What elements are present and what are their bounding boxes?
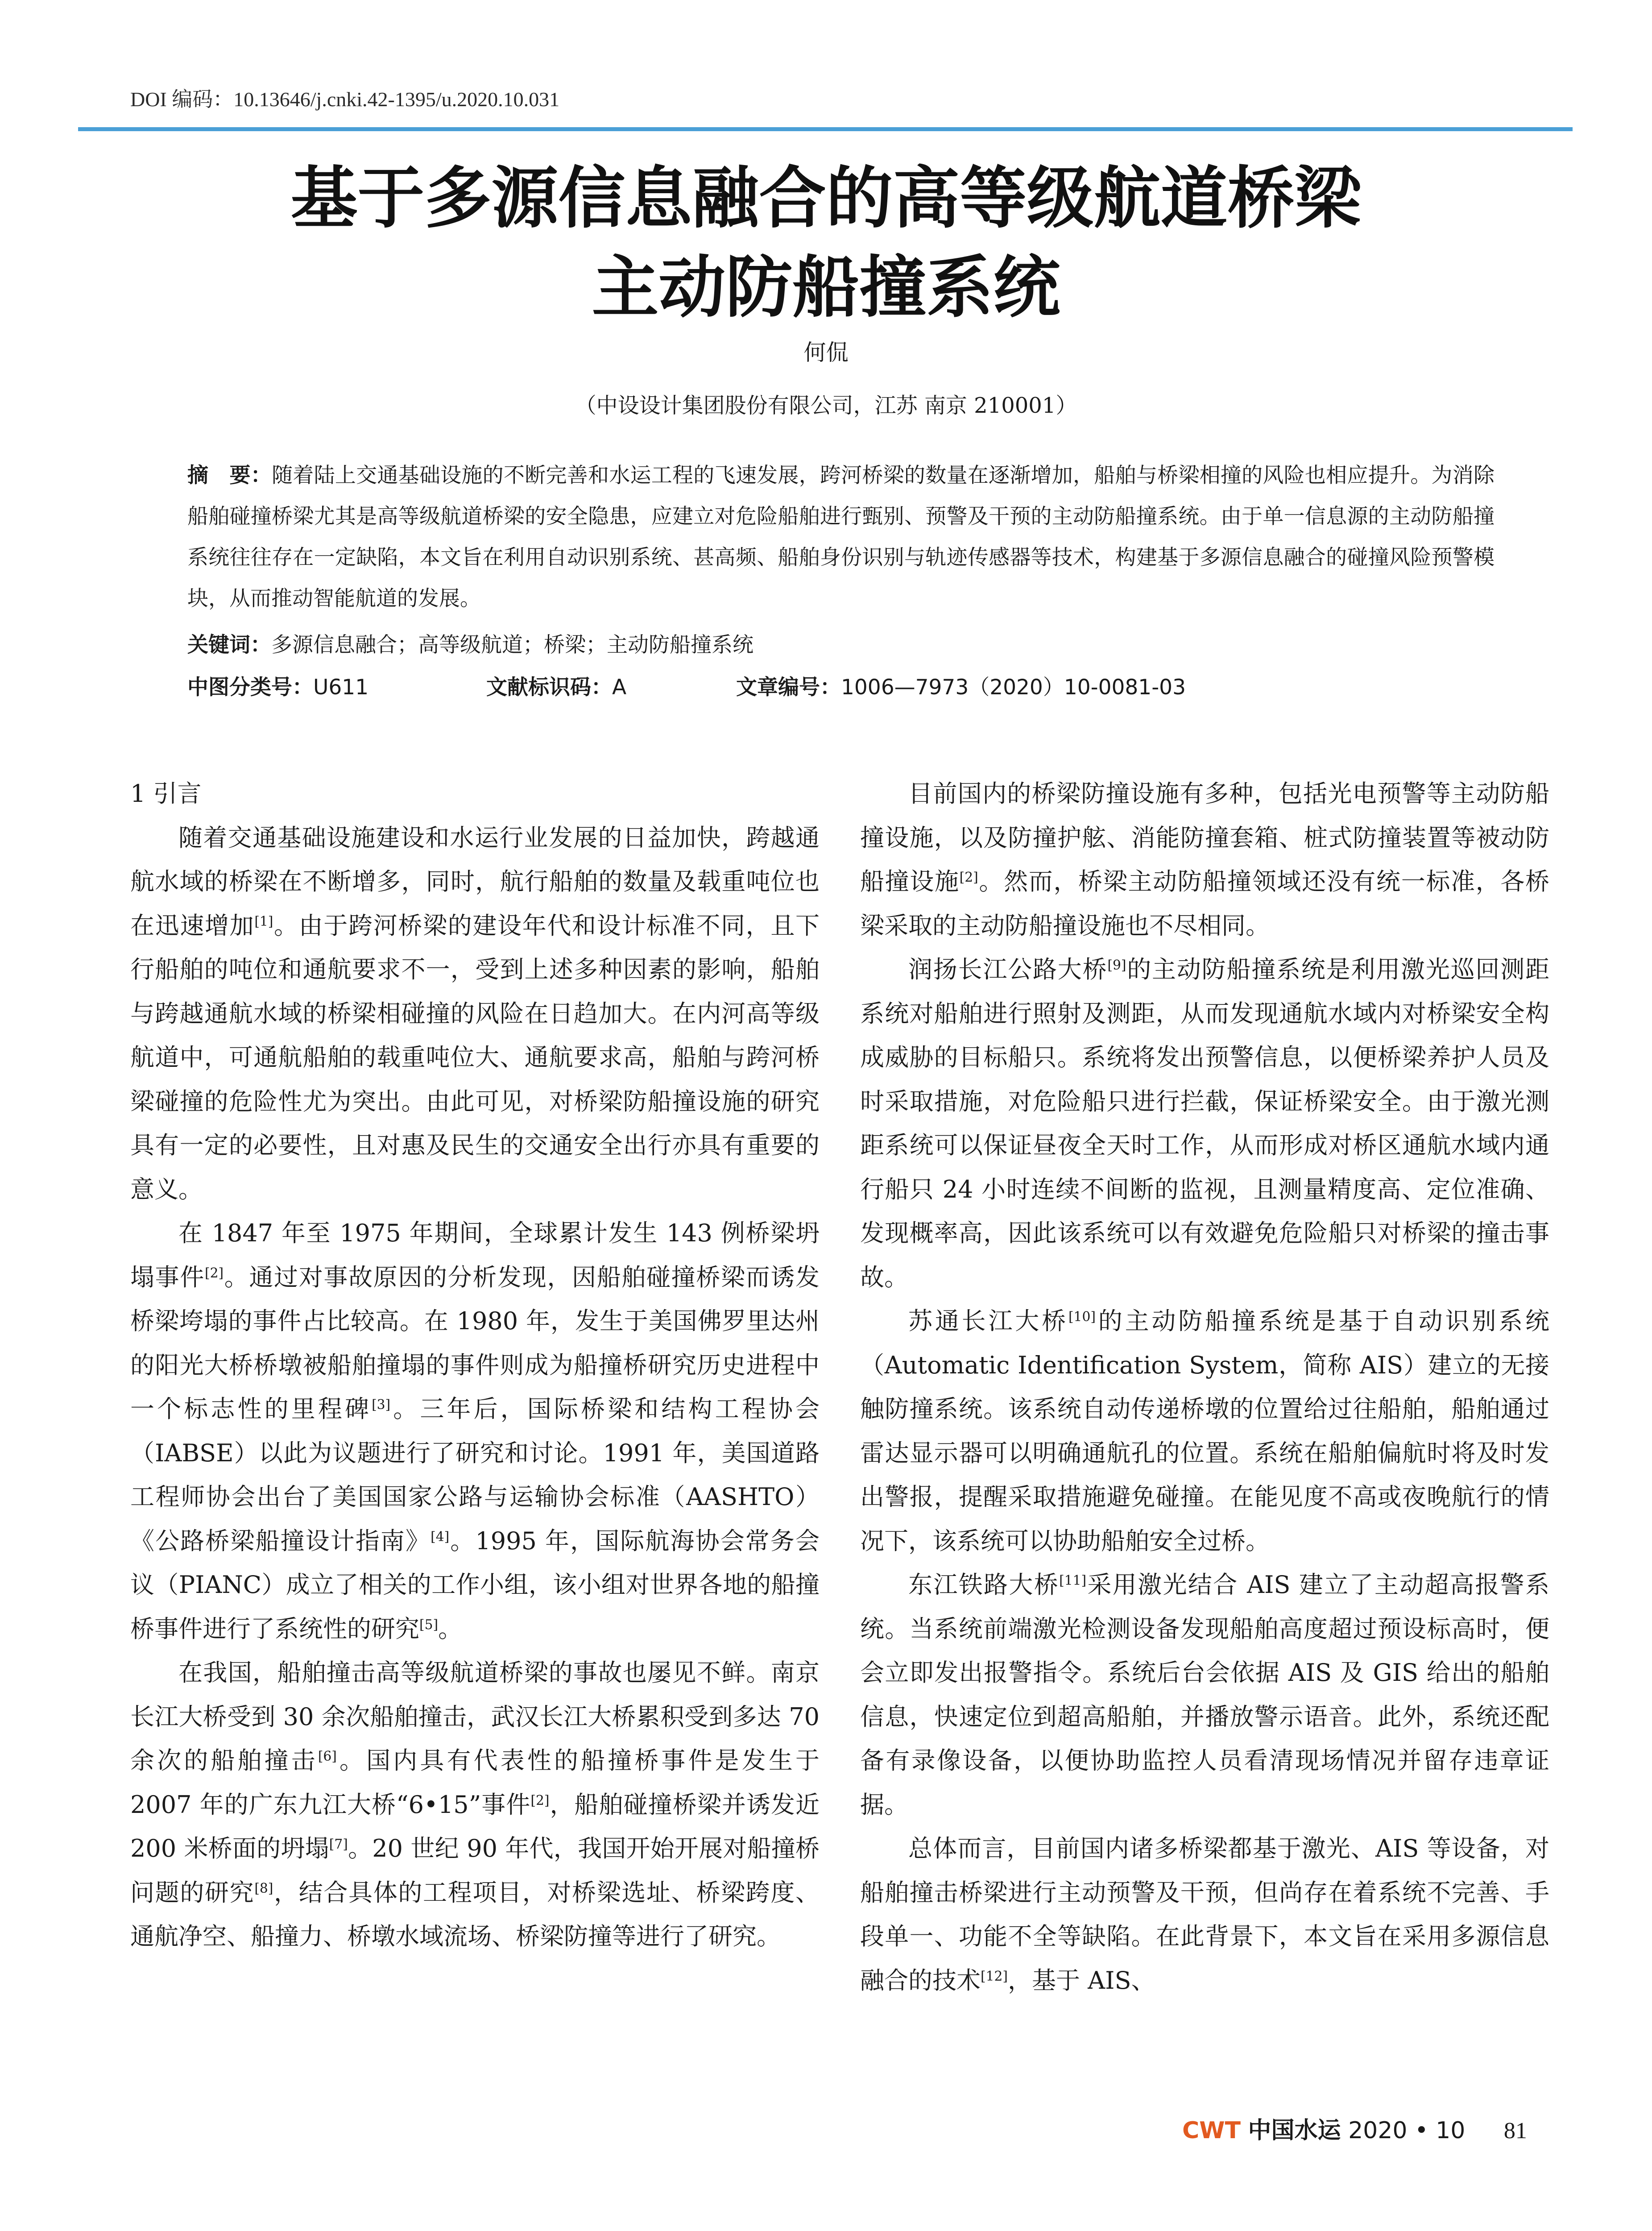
section-heading: 1 引言 <box>130 780 202 808</box>
citation: [9] <box>1107 958 1126 974</box>
citation: [2] <box>959 870 978 886</box>
article-title <box>134 154 1518 332</box>
citation: [12] <box>981 1968 1008 1984</box>
affiliation: （中设设计集团股份有限公司，江苏 南京 210001） <box>575 393 1077 418</box>
citation: [10] <box>1068 1309 1096 1325</box>
keywords-text: 多源信息融合；高等级航道；桥梁；主动防船撞系统 <box>271 633 754 657</box>
paragraph: 苏通长江大桥[10]的主动防船撞系统是基于自动识别系统（Automatic Identification System，简称 AIS）建立的无接触防撞系统。该系统自动传递桥墩的位置给过往船舶，船舶通过雷达显示器可以明确通航孔的位置。系统在船舶偏航时将及时发出警报，提醒采取措施避免碰撞。在能见度不高或夜晚航行的情况下，该系统可以协助船舶安全过桥。 <box>860 1307 1549 1555</box>
issue: 2020 • 10 <box>1348 2117 1466 2144</box>
journal-name: 中国水运 <box>1248 2117 1341 2144</box>
keywords <box>187 625 1495 666</box>
brand-logo: CWT <box>1182 2117 1241 2144</box>
citation: [4] <box>431 1529 450 1545</box>
abstract-label: 摘 要： <box>187 463 272 488</box>
articleno-value: 1006—7973（2020）10-0081-03 <box>841 675 1186 700</box>
paragraph: 总体而言，目前国内诸多桥梁都基于激光、AIS 等设备，对船舶撞击桥梁进行主动预警及干预，但尚存在着系统不完善、手段单一、功能不全等缺陷。在此背景下，本文旨在采用多源信息融合的技术[12]，基于 AIS、 <box>860 1834 1549 1995</box>
paragraph: 润扬长江公路大桥[9]的主动防船撞系统是利用激光巡回测距系统对船舶进行照射及测距，从而发现通航水域内对桥梁安全构成威胁的目标船只。系统将发出预警信息，以便桥梁养护人员及时采取措施，对危险船只进行拦截，保证桥梁安全。由于激光测距系统可以保证昼夜全天时工作，从而形成对桥区通航水域内通行船只 24 小时连续不间断的监视，且测量精度高、定位准确、发现概率高，因此该系统可以有效避免危险船只对桥梁的撞击事故。 <box>860 955 1550 1291</box>
citation: [5] <box>419 1617 439 1633</box>
title-line-2: 主动防船撞系统 <box>592 249 1060 327</box>
doccode-value: A <box>612 675 627 700</box>
left-column <box>130 772 820 1959</box>
clc-value: U611 <box>313 675 369 700</box>
keywords-label: 关键词： <box>187 633 271 657</box>
citation: [7] <box>329 1837 348 1853</box>
clc-label: 中图分类号： <box>187 675 313 700</box>
citation: [2] <box>205 1265 224 1281</box>
paragraph: 在我国，船舶撞击高等级航道桥梁的事故也屡见不鲜。南京长江大桥受到 30 余次船舶撞击，武汉长江大桥累积受到多达 70 余次的船舶撞击[6]。国内具有代表性的船撞桥事件是发生于 2007 年的广东九江大桥“6•15”事件[2]，船舶碰撞桥梁并诱发近 200 米桥面的坍塌[7]。20 世纪 90 年代，我国开始开展对船撞桥问题的研究[8]，结合具体的工程项目，对桥梁选址、桥梁跨度、通航净空、船撞力、桥墩水域流场、桥梁防撞等进行了研究。 <box>130 1659 820 1950</box>
title-line-1: 基于多源信息融合的高等级航道桥梁 <box>290 160 1362 237</box>
paragraph: 在 1847 年至 1975 年期间，全球累计发生 143 例桥梁坍塌事件[2]。通过对事故原因的分析发现，因船舶碰撞桥梁而诱发桥梁垮塌的事件占比较高。在 1980 年，发生于美国佛罗里达州的阳光大桥桥墩被船舶撞塌的事件则成为船撞桥研究历史进程中一个标志性的里程碑[3]。三年后，国际桥梁和结构工程协会（IABSE）以此为议题进行了研究和讨论。1991 年，美国道路工程师协会出台了美国国家公路与运输协会标准（AASHTO）《公路桥梁船撞设计指南》[4]。1995 年，国际航海协会常务会议（PIANC）成立了相关的工作小组，该小组对世界各地的船撞桥事件进行了系统性的研究[5]。 <box>130 1219 820 1643</box>
paragraph: 随着交通基础设施建设和水运行业发展的日益加快，跨越通航水域的桥梁在不断增多，同时，航行船舶的数量及载重吨位也在迅速增加[1]。由于跨河桥梁的建设年代和设计标准不同，且下行船舶的吨位和通航要求不一，受到上述多种因素的影响，船舶与跨越通航水域的桥梁相碰撞的风险在日趋加大。在内河高等级航道中，可通航船舶的载重吨位大、通航要求高，船舶与跨河桥梁碰撞的危险性尤为突出。由此可见，对桥梁防船撞设施的研究具有一定的必要性，且对惠及民生的交通安全出行亦具有重要的意义。 <box>130 823 820 1203</box>
abstract-text: 随着陆上交通基础设施的不断完善和水运工程的飞速发展，跨河桥梁的数量在逐渐增加，船舶与桥梁相撞的风险也相应提升。为消除船舶碰撞桥梁尤其是高等级航道桥梁的安全隐患，应建立对危险船舶进行甄别、预警及干预的主动防船撞系统。由于单一信息源的主动防船撞系统往往存在一定缺陷，本文旨在利用自动识别系统、甚高频、船舶身份识别与轨迹传感器等技术，构建基于多源信息融合的碰撞风险预警模块，从而推动智能航道的发展。 <box>187 463 1495 611</box>
classification-row <box>187 667 1495 708</box>
clc-number <box>187 667 486 708</box>
paragraph: 目前国内的桥梁防撞设施有多种，包括光电预警等主动防船撞设施，以及防撞护舷、消能防撞套箱、桩式防撞装置等被动防船撞设施[2]。然而，桥梁主动防船撞领域还没有统一标准，各桥梁采取的主动防船撞设施也不尽相同。 <box>860 780 1550 940</box>
page-number: 81 <box>1503 2118 1527 2144</box>
doi-line: DOI 编码：10.13646/j.cnki.42-1395/u.2020.10.031 <box>130 88 560 111</box>
paragraph: 东江铁路大桥[11]采用激光结合 AIS 建立了主动超高报警系统。当系统前端激光检测设备发现船舶高度超过预设标高时，便会立即发出报警指令。系统后台会依据 AIS 及 GIS 给出的船舶信息，快速定位到超高船舶，并播放警示语音。此外，系统还配备有录像设备，以便协助监控人员看清现场情况并留存违章证据。 <box>860 1571 1550 1819</box>
citation: [3] <box>372 1397 391 1413</box>
articleno-label: 文章编号： <box>736 675 841 700</box>
header-rule <box>78 127 1573 131</box>
abstract <box>187 455 1495 619</box>
citation: [2] <box>530 1792 550 1808</box>
citation: [6] <box>318 1749 337 1765</box>
citation: [11] <box>1059 1573 1087 1589</box>
article-number <box>736 667 1186 708</box>
document-code <box>486 667 736 708</box>
citation: [1] <box>254 913 273 929</box>
page-footer <box>1182 2115 1548 2147</box>
citation: [8] <box>254 1880 273 1896</box>
right-column <box>860 772 1549 2003</box>
doccode-label: 文献标识码： <box>486 675 612 700</box>
author: 何侃 <box>803 340 849 365</box>
